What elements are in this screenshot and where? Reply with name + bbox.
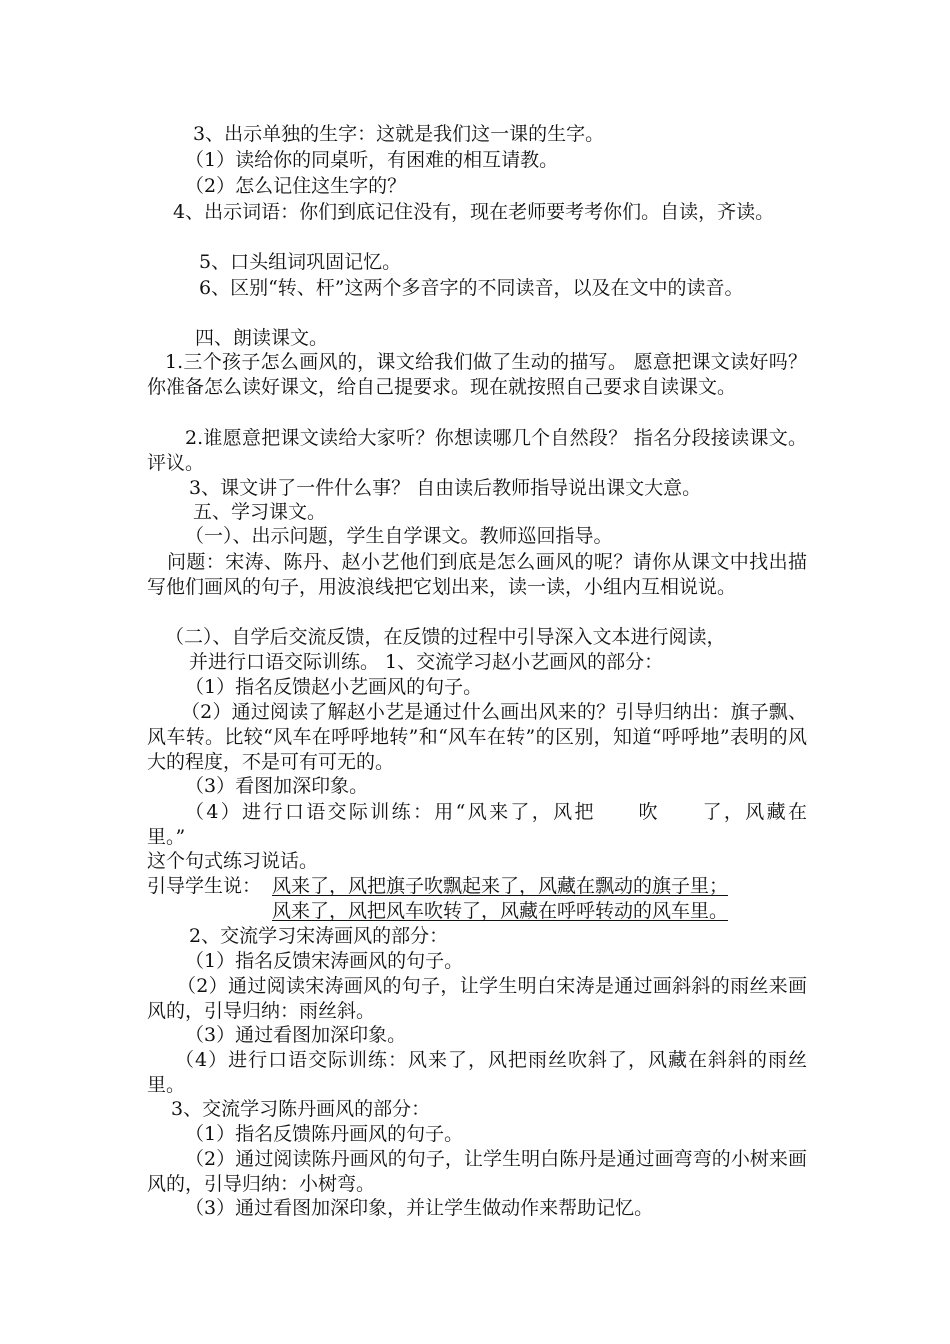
paragraph-polyphones: 6、区别“转、杆”这两个多音字的不同读音，以及在文中的读音。 [199,277,744,299]
paragraph-read-to-deskmate: （1）读给你的同桌听，有困难的相互请教。 [185,149,559,171]
paragraph-oral-training: 并进行口语交际训练。 1、交流学习赵小艺画风的部分： [189,651,664,673]
guided-sentence-windmill: 风来了，风把风车吹转了，风藏在呼呼转动的风车里。 [272,900,729,922]
paragraph-zhao-item-3: （3）看图加深印象。 [185,775,369,797]
paragraph-zhao-item-4: （4）进行口语交际训练：用“风来了，风把 吹 了，风藏在 里。” [147,801,846,848]
paragraph-show-words: 4、出示词语：你们到底记住没有，现在老师要考考你们。自读，齐读。 [173,201,775,223]
paragraph-read-item-3: 3、课文讲了一件什么事？ 自由读后教师指导说出课文大意。 [189,477,702,499]
paragraph-song-item-4: （4）进行口语交际训练：风来了，风把雨丝吹斜了，风藏在斜斜的雨丝里。 [147,1049,807,1096]
paragraph-song-item-1: （1）指名反馈宋涛画风的句子。 [185,950,464,972]
paragraph-word-forming: 5、口头组词巩固记忆。 [199,251,402,273]
heading-song-tao: 2、交流学习宋涛画风的部分： [189,925,449,947]
paragraph-self-study: （一）、出示问题，学生自学课文。教师巡回指导。 [185,525,613,547]
paragraph-chen-item-1: （1）指名反馈陈丹画风的句子。 [185,1123,464,1145]
paragraph-question: 问题：宋涛、陈丹、赵小艺他们到底是怎么画风的呢？请你从课文中找出描写他们画风的句子，用波浪线把它划出来，读一读，小组内互相说说。 [147,551,807,598]
paragraph-zhao-item-1: （1）指名反馈赵小艺画风的句子。 [185,676,483,698]
paragraph-exchange-feedback: （二）、自学后交流反馈，在反馈的过程中引导深入文本进行阅读， [165,626,726,648]
heading-study-text: 五、学习课文。 [193,501,327,523]
paragraph-how-to-remember: （2）怎么记住这生字的？ [185,175,407,197]
paragraph-chen-item-2: （2）通过阅读陈丹画风的句子，让学生明白陈丹是通过画弯弯的小树来画风的，引导归纳：小树弯。 [147,1148,807,1195]
paragraph-song-item-3: （3）通过看图加深印象。 [185,1024,407,1046]
heading-read-text: 四、朗读课文。 [195,327,329,349]
heading-chen-dan: 3、交流学习陈丹画风的部分： [171,1098,431,1120]
paragraph-read-item-2: 2.谁愿意把课文读给大家听？你想读哪几个自然段？ 指名分段接读课文。评议。 [147,427,807,474]
paragraph-read-item-1: 1.三个孩子怎么画风的，课文给我们做了生动的描写。 愿意把课文读好吗？你准备怎么读好课文，给自己提要求。现在就按照自己要求自读课文。 [147,351,807,398]
paragraph-show-characters: 3、出示单独的生字：这就是我们这一课的生字。 [193,123,605,145]
paragraph-sentence-pattern: 这个句式练习说话。 [147,850,319,872]
guide-label: 引导学生说： [147,875,262,897]
paragraph-zhao-item-2: （2）通过阅读了解赵小艺是通过什么画出风来的？引导归纳出：旗子飘、风车转。比较“风车在呼呼地转”和“风车在转”的区别，知道“呼呼地”表明的风大的程度，不是可有可无的。 [147,701,807,773]
paragraph-chen-item-3: （3）通过看图加深印象，并让学生做动作来帮助记忆。 [185,1197,654,1219]
guided-sentence-flag: 风来了，风把旗子吹飘起来了，风藏在飘动的旗子里； [272,875,729,897]
paragraph-song-item-2: （2）通过阅读宋涛画风的句子，让学生明白宋涛是通过画斜斜的雨丝来画风的，引导归纳：雨丝斜。 [147,975,807,1022]
